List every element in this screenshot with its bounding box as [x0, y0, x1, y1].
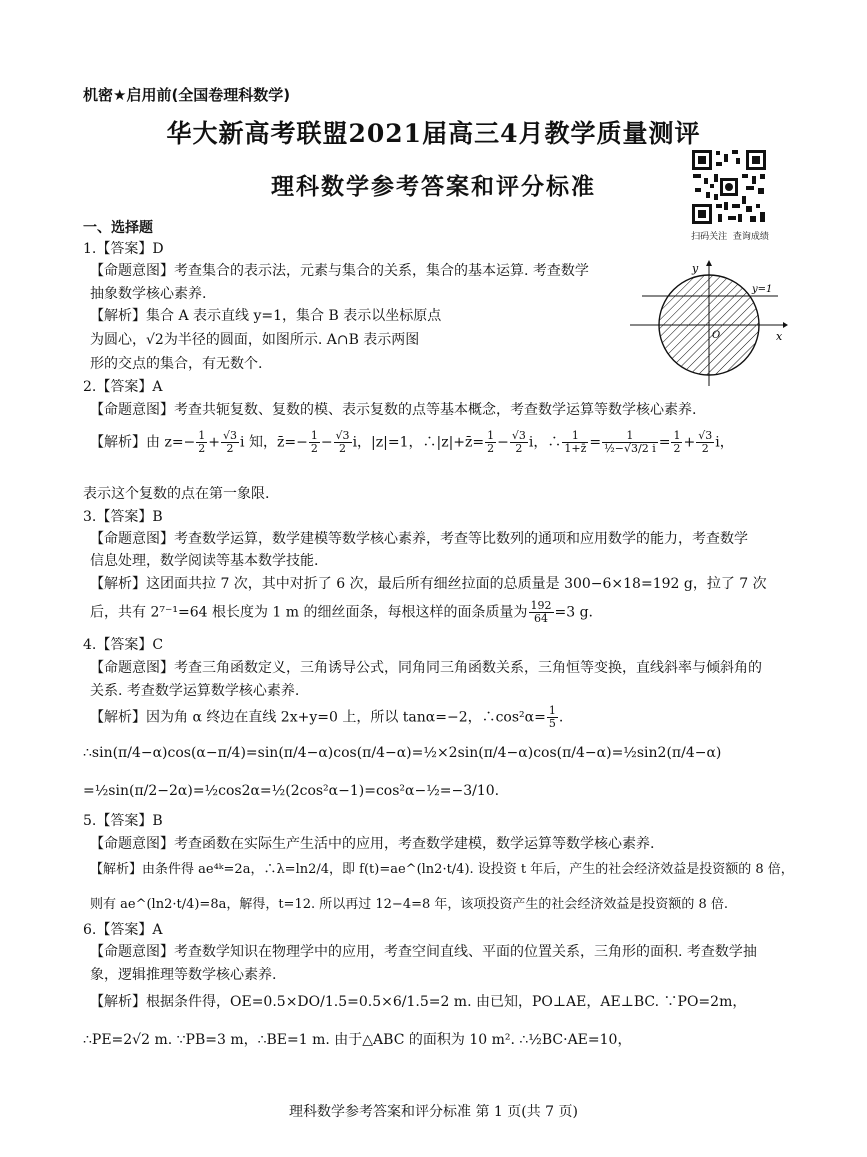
q4-analysis: 【解析】因为角 α 终边在直线 2x+y=0 上，所以 tanα=−2，∴cos²α= $\frac{1}{5}$ .	[90, 704, 564, 730]
q1-analysis-end: 形的交点的集合，有无数个.	[90, 356, 263, 372]
q6-answer: 6.【答案】A	[83, 922, 163, 938]
circle-figure	[628, 258, 788, 388]
q4-step2: =½sin(π/2−2α)=½cos2α=½(2cos²α−1)=cos²α−½=−3/10.	[83, 783, 500, 799]
page-subtitle: 理科数学参考答案和评分标准	[271, 174, 596, 200]
q2-intent: 【命题意图】考查共轭复数、复数的模、表示复数的点等基本概念，考查数学运算等数学核心素养.	[90, 402, 697, 418]
q2-answer: 2.【答案】A	[83, 379, 163, 395]
figure-y-label: y	[692, 262, 699, 275]
q4-intent-cont: 关系. 考查数学运算数学核心素养.	[90, 683, 300, 699]
q5-intent: 【命题意图】考查函数在实际生产生活中的应用，考查数学建模，数学运算等数学核心素养.	[90, 836, 655, 852]
page-footer: 理科数学参考答案和评分标准 第 1 页(共 7 页)	[289, 1104, 578, 1120]
figure-x-label: x	[776, 330, 783, 343]
q2-analysis: 【解析】由 z=− $\frac{1}{2}$ + $\frac{√3}{2}$ i 知，z̄=− $\frac{1}{2}$ − $\frac{√3}{2}$ i，|z|=1，∴|z|+z̄= $\frac{1}{2}$ − $\frac{√3}{2}$ i，∴ $\frac{1}{1+z̄}$ = $\frac{1}{\text{½−√3/2 i}}$ = $\frac{1}{2}$ + $\frac{√3}{2}$ i，	[90, 429, 734, 455]
q1-intent: 【命题意图】考查集合的表示法，元素与集合的关系，集合的基本运算. 考查数学	[90, 263, 589, 279]
q4-intent: 【命题意图】考查三角函数定义，三角诱导公式，同角同三角函数关系，三角恒等变换，直线斜率与倾斜角的	[90, 660, 762, 676]
q4-step1: ∴sin(π/4−α)cos(α−π/4)=sin(π/4−α)cos(π/4−α)=½×2sin(π/4−α)cos(π/4−α)=½sin2(π/4−α)	[83, 745, 722, 761]
q2-conclusion: 表示这个复数的点在第一象限.	[83, 486, 270, 502]
q6-analysis-cont: ∴PE=2√2 m. ∵PB=3 m，∴BE=1 m. 由于△ABC 的面积为 10 m². ∴½BC·AE=10，	[83, 1032, 632, 1048]
qr-caption: 扫码关注 查询成绩	[691, 232, 769, 242]
q6-analysis: 【解析】根据条件得，OE=0.5×DO/1.5=0.5×6/1.5=2 m. 由已知，PO⊥AE，AE⊥BC. ∵PO=2m，	[90, 994, 747, 1010]
qr-code-icon	[690, 148, 768, 226]
q1-analysis-cont: 为圆心，√2为半径的圆面，如图所示. A∩B 表示两图	[90, 332, 420, 348]
q3-intent: 【命题意图】考查数学运算，数学建模等数学核心素养，考查等比数列的通项和应用数学的能力，考查数学	[90, 531, 748, 547]
q5-answer: 5.【答案】B	[83, 813, 163, 829]
figure-origin-label: O	[712, 330, 721, 341]
section-heading: 一、选择题	[83, 220, 153, 236]
q6-intent: 【命题意图】考查数学知识在物理学中的应用，考查空间直线、平面的位置关系，三角形的面积. 考查数学抽	[90, 944, 757, 960]
figure-line-label: y=1	[752, 284, 773, 295]
q3-analysis-cont: 后，共有 2⁷⁻¹=64 根长度为 1 m 的细丝面条，每根这样的面条质量为 $\frac{192}{64}$ =3 g.	[90, 599, 593, 625]
q4-answer: 4.【答案】C	[83, 637, 164, 653]
q6-intent-cont: 象，逻辑推理等数学核心素养.	[90, 967, 277, 983]
q1-answer: 1.【答案】D	[83, 241, 164, 257]
q5-analysis: 【解析】由条件得 ae⁴ᵏ=2a，∴λ=ln2/4，即 f(t)=ae^(ln2·t/4). 设投资 t 年后，产生的社会经济效益是投资额的 8 倍，	[90, 862, 794, 877]
q3-answer: 3.【答案】B	[83, 509, 163, 525]
q3-analysis: 【解析】这团面共拉 7 次，其中对折了 6 次，最后所有细丝拉面的总质量是 300−6×18=192 g，拉了 7 次	[90, 576, 767, 592]
q3-intent-cont: 信息处理，数学阅读等基本数学技能.	[90, 553, 319, 569]
page-title: 华大新高考联盟2021届高三4月教学质量测评	[166, 119, 701, 148]
q1-intent-cont: 抽象数学核心素养.	[90, 286, 207, 302]
q5-analysis-cont: 则有 ae^(ln2·t/4)=8a，解得，t=12. 所以再过 12−4=8 年，该项投资产生的社会经济效益是投资额的 8 倍.	[90, 897, 729, 912]
confidential-label: 机密★启用前(全国卷理科数学)	[83, 86, 291, 104]
q1-analysis: 【解析】集合 A 表示直线 y=1，集合 B 表示以坐标原点	[90, 308, 442, 324]
